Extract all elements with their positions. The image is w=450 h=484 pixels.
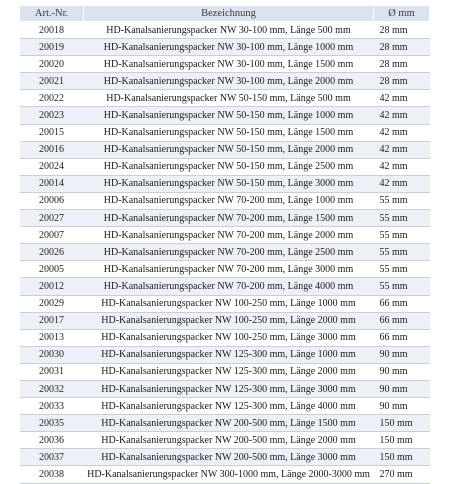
- art-nr-cell: 20026: [20, 244, 84, 261]
- diameter-cell: 90 mm: [374, 380, 430, 397]
- art-nr-cell: 20017: [20, 312, 84, 329]
- art-nr-cell: 20018: [20, 22, 84, 39]
- bezeichnung-cell: HD-Kanalsanierungspacker NW 30-100 mm, Länge 2000 mm: [84, 73, 374, 90]
- diameter-cell: 28 mm: [374, 39, 430, 56]
- diameter-cell: 90 mm: [374, 363, 430, 380]
- diameter-cell: 42 mm: [374, 90, 430, 107]
- table-row: [20, 158, 430, 175]
- diameter-cell: 28 mm: [374, 73, 430, 90]
- bezeichnung-cell: HD-Kanalsanierungspacker NW 125-300 mm, Länge 1000 mm: [84, 346, 374, 363]
- diameter-cell: 90 mm: [374, 346, 430, 363]
- art-nr-cell: 20007: [20, 227, 84, 244]
- diameter-cell: 55 mm: [374, 227, 430, 244]
- art-nr-cell: 20019: [20, 39, 84, 56]
- diameter-cell: 55 mm: [374, 244, 430, 261]
- table-row: [20, 278, 430, 295]
- diameter-cell: 150 mm: [374, 432, 430, 449]
- bezeichnung-cell: HD-Kanalsanierungspacker NW 50-150 mm, Länge 500 mm: [84, 90, 374, 107]
- column-header-diameter: Ø mm: [374, 6, 430, 22]
- art-nr-cell: 20038: [20, 466, 84, 483]
- table-row: [20, 90, 430, 107]
- bezeichnung-cell: HD-Kanalsanierungspacker NW 125-300 mm, Länge 3000 mm: [84, 380, 374, 397]
- diameter-cell: 66 mm: [374, 312, 430, 329]
- art-nr-cell: 20015: [20, 124, 84, 141]
- table-row: [20, 398, 430, 415]
- diameter-cell: 42 mm: [374, 141, 430, 158]
- diameter-cell: 55 mm: [374, 261, 430, 278]
- table-row: [20, 192, 430, 209]
- diameter-cell: 150 mm: [374, 415, 430, 432]
- art-nr-cell: 20033: [20, 398, 84, 415]
- table-header: [20, 6, 430, 22]
- table-row: [20, 124, 430, 141]
- table-row: [20, 56, 430, 73]
- bezeichnung-cell: HD-Kanalsanierungspacker NW 70-200 mm, Länge 4000 mm: [84, 278, 374, 295]
- table-row: [20, 312, 430, 329]
- bezeichnung-cell: HD-Kanalsanierungspacker NW 50-150 mm, Länge 1500 mm: [84, 124, 374, 141]
- table-row: [20, 449, 430, 466]
- art-nr-cell: 20024: [20, 158, 84, 175]
- table-row: [20, 244, 430, 261]
- art-nr-cell: 20035: [20, 415, 84, 432]
- art-nr-cell: 20020: [20, 56, 84, 73]
- art-nr-cell: 20037: [20, 449, 84, 466]
- table-row: [20, 107, 430, 124]
- diameter-cell: 270 mm: [374, 466, 430, 483]
- product-table-container: [19, 5, 429, 484]
- bezeichnung-cell: HD-Kanalsanierungspacker NW 100-250 mm, Länge 2000 mm: [84, 312, 374, 329]
- bezeichnung-cell: HD-Kanalsanierungspacker NW 30-100 mm, Länge 1500 mm: [84, 56, 374, 73]
- table-row: [20, 329, 430, 346]
- table-body: [20, 22, 430, 484]
- table-row: [20, 39, 430, 56]
- table-row: [20, 432, 430, 449]
- bezeichnung-cell: HD-Kanalsanierungspacker NW 100-250 mm, Länge 1000 mm: [84, 295, 374, 312]
- art-nr-cell: 20005: [20, 261, 84, 278]
- art-nr-cell: 20027: [20, 210, 84, 227]
- bezeichnung-cell: HD-Kanalsanierungspacker NW 50-150 mm, Länge 2500 mm: [84, 158, 374, 175]
- diameter-cell: 28 mm: [374, 56, 430, 73]
- diameter-cell: 42 mm: [374, 158, 430, 175]
- art-nr-cell: 20036: [20, 432, 84, 449]
- diameter-cell: 55 mm: [374, 192, 430, 209]
- bezeichnung-cell: HD-Kanalsanierungspacker NW 70-200 mm, Länge 1500 mm: [84, 210, 374, 227]
- art-nr-cell: 20023: [20, 107, 84, 124]
- column-header-art-nr: Art.-Nr.: [20, 6, 84, 22]
- table-row: [20, 22, 430, 39]
- product-table: [19, 5, 430, 484]
- column-header-bezeichnung: Bezeichnung: [84, 6, 374, 22]
- table-row: [20, 227, 430, 244]
- art-nr-cell: 20032: [20, 380, 84, 397]
- bezeichnung-cell: HD-Kanalsanierungspacker NW 300-1000 mm, Länge 2000-3000 mm: [84, 466, 374, 483]
- bezeichnung-cell: HD-Kanalsanierungspacker NW 70-200 mm, Länge 1000 mm: [84, 192, 374, 209]
- art-nr-cell: 20031: [20, 363, 84, 380]
- diameter-cell: 90 mm: [374, 398, 430, 415]
- table-row: [20, 415, 430, 432]
- table-row: [20, 295, 430, 312]
- diameter-cell: 28 mm: [374, 22, 430, 39]
- table-row: [20, 261, 430, 278]
- art-nr-cell: 20013: [20, 329, 84, 346]
- bezeichnung-cell: HD-Kanalsanierungspacker NW 125-300 mm, Länge 2000 mm: [84, 363, 374, 380]
- diameter-cell: 55 mm: [374, 210, 430, 227]
- bezeichnung-cell: HD-Kanalsanierungspacker NW 70-200 mm, Länge 3000 mm: [84, 261, 374, 278]
- art-nr-cell: 20030: [20, 346, 84, 363]
- art-nr-cell: 20014: [20, 175, 84, 192]
- bezeichnung-cell: HD-Kanalsanierungspacker NW 125-300 mm, Länge 4000 mm: [84, 398, 374, 415]
- bezeichnung-cell: HD-Kanalsanierungspacker NW 50-150 mm, Länge 3000 mm: [84, 175, 374, 192]
- bezeichnung-cell: HD-Kanalsanierungspacker NW 30-100 mm, Länge 1000 mm: [84, 39, 374, 56]
- bezeichnung-cell: HD-Kanalsanierungspacker NW 200-500 mm, Länge 3000 mm: [84, 449, 374, 466]
- diameter-cell: 66 mm: [374, 295, 430, 312]
- bezeichnung-cell: HD-Kanalsanierungspacker NW 50-150 mm, Länge 2000 mm: [84, 141, 374, 158]
- table-row: [20, 363, 430, 380]
- bezeichnung-cell: HD-Kanalsanierungspacker NW 70-200 mm, Länge 2500 mm: [84, 244, 374, 261]
- diameter-cell: 42 mm: [374, 124, 430, 141]
- bezeichnung-cell: HD-Kanalsanierungspacker NW 30-100 mm, Länge 500 mm: [84, 22, 374, 39]
- table-row: [20, 466, 430, 483]
- diameter-cell: 150 mm: [374, 449, 430, 466]
- table-row: [20, 175, 430, 192]
- art-nr-cell: 20029: [20, 295, 84, 312]
- table-row: [20, 141, 430, 158]
- diameter-cell: 55 mm: [374, 278, 430, 295]
- bezeichnung-cell: HD-Kanalsanierungspacker NW 70-200 mm, Länge 2000 mm: [84, 227, 374, 244]
- bezeichnung-cell: HD-Kanalsanierungspacker NW 200-500 mm, Länge 1500 mm: [84, 415, 374, 432]
- bezeichnung-cell: HD-Kanalsanierungspacker NW 200-500 mm, Länge 2000 mm: [84, 432, 374, 449]
- header-row: [20, 6, 430, 22]
- diameter-cell: 42 mm: [374, 175, 430, 192]
- art-nr-cell: 20006: [20, 192, 84, 209]
- art-nr-cell: 20022: [20, 90, 84, 107]
- table-row: [20, 210, 430, 227]
- table-row: [20, 346, 430, 363]
- art-nr-cell: 20021: [20, 73, 84, 90]
- art-nr-cell: 20016: [20, 141, 84, 158]
- art-nr-cell: 20012: [20, 278, 84, 295]
- bezeichnung-cell: HD-Kanalsanierungspacker NW 50-150 mm, Länge 1000 mm: [84, 107, 374, 124]
- diameter-cell: 42 mm: [374, 107, 430, 124]
- diameter-cell: 66 mm: [374, 329, 430, 346]
- table-row: [20, 380, 430, 397]
- table-row: [20, 73, 430, 90]
- bezeichnung-cell: HD-Kanalsanierungspacker NW 100-250 mm, Länge 3000 mm: [84, 329, 374, 346]
